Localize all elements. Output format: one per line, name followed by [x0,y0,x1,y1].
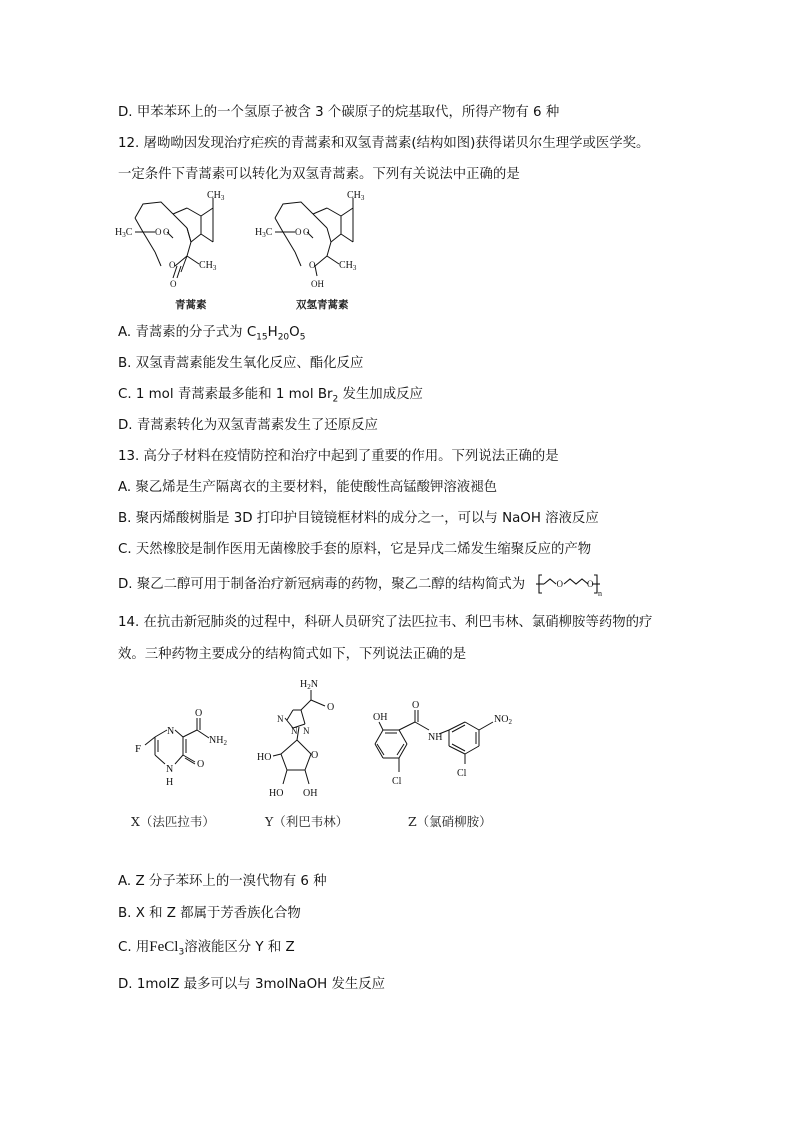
y-oh: OH [303,788,318,799]
x-nh2: $NH_2$ [209,735,227,747]
y-h2n: $H_2N$ [300,679,318,691]
q13-option-d: D. 聚乙二醇可用于制备治疗新冠病毒的药物，聚乙二醇的结构简式为 [118,577,526,592]
z-cl-1: Cl [457,768,467,779]
y-ho-2: HO [269,788,284,799]
peroxide-o2: O [163,227,170,237]
y-n-ring-3: N [303,726,310,736]
q13-stem: 13. 高分子材料在疫情防控和治疗中起到了重要的作用。下列说法正确的是 [118,449,559,464]
niclosamide-label: Z（氯硝柳胺） [408,814,492,829]
q14-option-b: B. X 和 Z 都属于芳香族化合物 [118,906,301,921]
ring-o-2: O [309,260,316,270]
h3c-label: $H_3C$ [115,227,133,239]
peroxide-o2-2: O [303,227,310,237]
z-o-amide: O [412,700,420,711]
dihydroartemisinin-label: 双氢青蒿素 [296,299,349,311]
y-n-ring-1: N [277,714,284,724]
ch3-top-label: $CH_3$ [207,190,225,202]
y-n-ring-2: N [291,726,298,736]
z-no2: $NO_2$ [494,714,512,726]
ribavirin-molecule [273,690,325,784]
q14-stem-line2: 效。三种药物主要成分的结构简式如下，下列说法正确的是 [118,647,467,662]
hydroxyl-oh: OH [311,279,324,289]
ch3-right-label-2: $CH_3$ [339,260,357,272]
q14-option-c: C. 用FeCl$_3$溶液能区分 Y 和 Z [118,939,295,958]
y-o-amide: O [327,702,335,713]
h3c-label-2: $H_3C$ [255,227,273,239]
x-n-bottom: N [166,764,174,775]
z-cl-2: Cl [392,776,402,787]
peg-oxygen-2: O [587,579,594,589]
z-nh: NH [428,732,443,743]
peroxide-o1: O [155,227,162,237]
q12-stem-line1: 12. 屠呦呦因发现治疗疟疾的青蒿素和双氢青蒿素(结构如图)获得诺贝尔生理学或医学奖。 [118,136,650,151]
q14-option-a: A. Z 分子苯环上的一溴代物有 6 种 [118,874,327,889]
q12-option-d: D. 青蒿素转化为双氢青蒿素发生了还原反应 [118,418,378,433]
x-o-ring: O [197,759,205,770]
drug-structures [115,672,555,807]
q12-option-c: C. 1 mol 青蒿素最多能和 1 mol $Br_2$ 发生加成反应 [118,387,423,405]
x-f-label: F [135,743,142,755]
q12-option-b: B. 双氢青蒿素能发生氧化反应、酯化反应 [118,356,364,371]
favipiravir-molecule [145,718,209,764]
q12-stem-line2: 一定条件下青蒿素可以转化为双氢青蒿素。下列有关说法中正确的是 [118,167,520,182]
q11-option-d: D. 甲苯苯环上的一个氢原子被含 3 个碳原子的烷基取代，所得产物有 6 种 [118,105,560,120]
x-o-amide: O [195,708,203,719]
artemisinin-label: 青蒿素 [175,299,207,311]
ribavirin-label: Y（利巴韦林） [265,814,349,829]
q13-option-c: C. 天然橡胶是制作医用无菌橡胶手套的原料，它是异戊二烯发生缩聚反应的产物 [118,542,592,557]
q12-option-a: A. 青蒿素的分子式为 $C_{15}H_{20}O_5$ [118,325,306,343]
peroxide-o1-2: O [295,227,302,237]
ch3-top-label-2: $CH_3$ [347,190,365,202]
favipiravir-label: X（法匹拉韦） [131,814,215,829]
z-oh: OH [373,712,388,723]
peg-n-subscript: n [598,589,602,597]
artemisinin-structures [115,186,375,298]
peg-structure-formula [536,571,604,597]
q14-stem-line1: 14. 在抗击新冠肺炎的过程中，科研人员研究了法匹拉韦、利巴韦林、氯硝柳胺等药物的疗 [118,615,653,630]
ch3-right-label: $CH_3$ [199,260,217,272]
x-n-top: N [167,726,175,737]
q14-option-d: D. 1molZ 最多可以与 3molNaOH 发生反应 [118,977,386,992]
x-h: H [166,777,174,788]
y-ho-1: HO [257,752,272,763]
q13-option-b: B. 聚丙烯酸树脂是 3D 打印护目镜镜框材料的成分之一，可以与 NaOH 溶液反应 [118,511,599,526]
ring-o: O [169,260,176,270]
carbonyl-o: O [170,279,177,289]
y-o-ring: O [311,750,319,761]
q13-option-a: A. 聚乙烯是生产隔离衣的主要材料，能使酸性高锰酸钾溶液褪色 [118,480,497,495]
peg-oxygen-1: O [556,579,563,589]
